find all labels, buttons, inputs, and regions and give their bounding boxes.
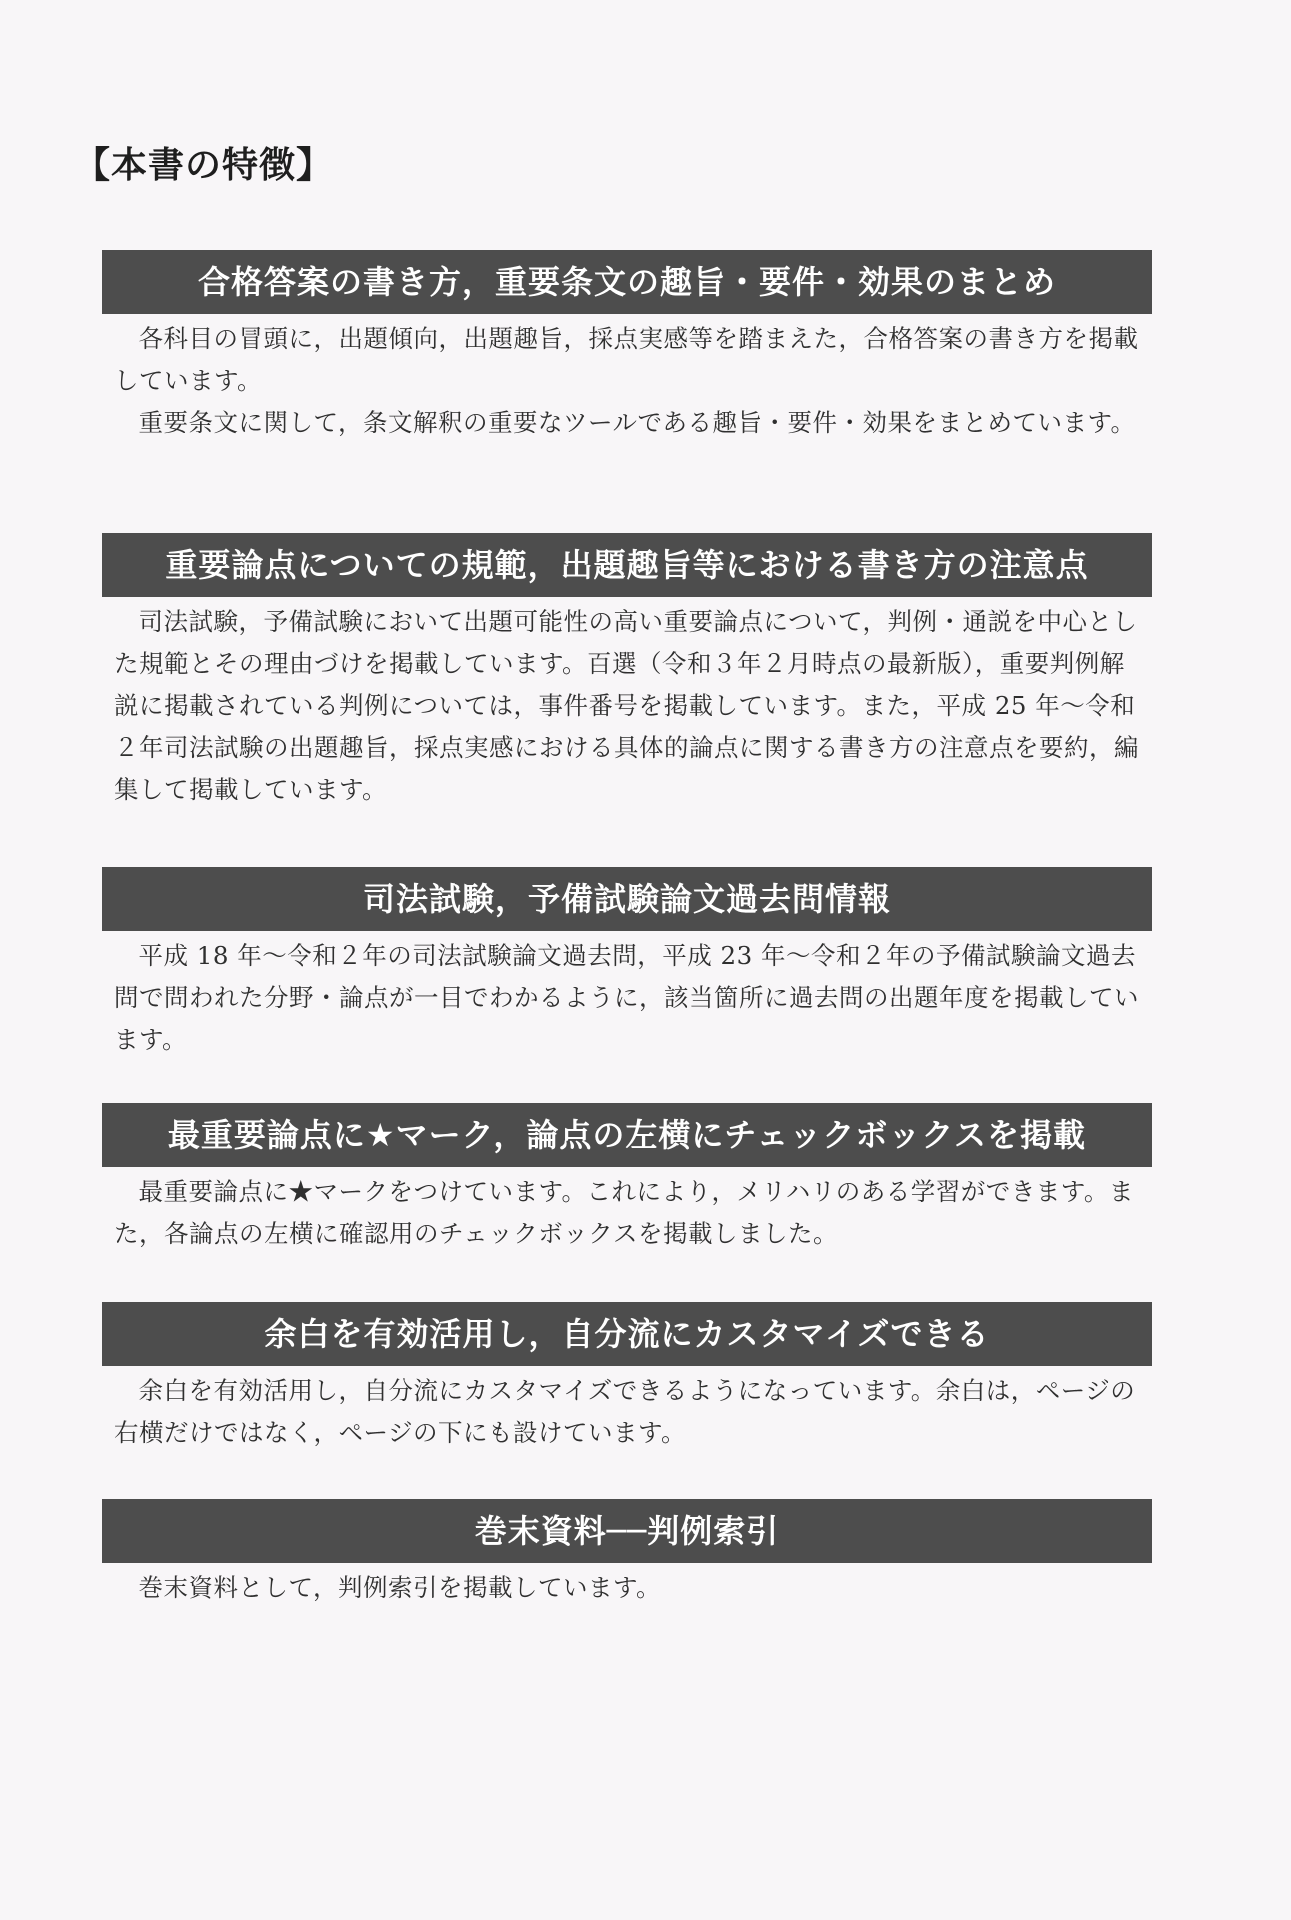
section-paragraph: 重要条文に関して，条文解釈の重要なツールである趣旨・要件・効果をまとめています。	[138, 408, 1136, 437]
section-paragraph: 平成 18 年～令和２年の司法試験論文過去問，平成 23 年～令和２年の予備試験論文過去問で問われた分野・論点が一目でわかるように，該当箇所に過去問の出題年度を掲載しています。	[114, 941, 1139, 1054]
section-heading: 巻末資料──判例索引	[102, 1499, 1152, 1563]
page-title: 【本書の特徴】	[74, 145, 334, 186]
section-body	[102, 935, 1152, 1061]
section-paragraph: 巻末資料として，判例索引を掲載しています。	[138, 1573, 662, 1602]
section-heading: 司法試験，予備試験論文過去問情報	[102, 867, 1152, 931]
section-heading: 重要論点についての規範，出題趣旨等における書き方の注意点	[102, 533, 1152, 597]
section-body	[102, 601, 1152, 811]
feature-section-past-exams	[102, 867, 1152, 1061]
feature-section-star-mark	[102, 1103, 1152, 1255]
section-paragraph: 司法試験，予備試験において出題可能性の高い重要論点について，判例・通説を中心とした規範とその理由づけを掲載しています。百選（令和３年２月時点の最新版），重要判例解説に掲載されている判例については，事件番号を掲載しています。また，平成 25 年～令和２年司法試験の出題趣旨，採点実感における具体的論点に関する書き方の注意点を要約，編集して掲載しています。	[114, 607, 1139, 804]
section-paragraph: 最重要論点に★マークをつけています。これにより，メリハリのある学習ができます。また，各論点の左横に確認用のチェックボックスを掲載しました。	[114, 1177, 1134, 1248]
section-heading: 余白を有効活用し，自分流にカスタマイズできる	[102, 1302, 1152, 1366]
section-heading: 合格答案の書き方，重要条文の趣旨・要件・効果のまとめ	[102, 250, 1152, 314]
section-body	[102, 318, 1152, 444]
section-paragraph: 余白を有効活用し，自分流にカスタマイズできるようになっています。余白は，ページの右横だけではなく，ページの下にも設けています。	[114, 1376, 1136, 1447]
feature-section-case-index	[102, 1499, 1152, 1609]
feature-section-answer-writing	[102, 250, 1152, 444]
feature-section-margins	[102, 1302, 1152, 1454]
feature-section-key-issues	[102, 533, 1152, 811]
section-body	[102, 1171, 1152, 1255]
section-heading: 最重要論点に★マーク，論点の左横にチェックボックスを掲載	[102, 1103, 1152, 1167]
section-body	[102, 1567, 1152, 1609]
section-paragraph: 各科目の冒頭に，出題傾向，出題趣旨，採点実感等を踏まえた，合格答案の書き方を掲載しています。	[114, 324, 1139, 395]
section-body	[102, 1370, 1152, 1454]
